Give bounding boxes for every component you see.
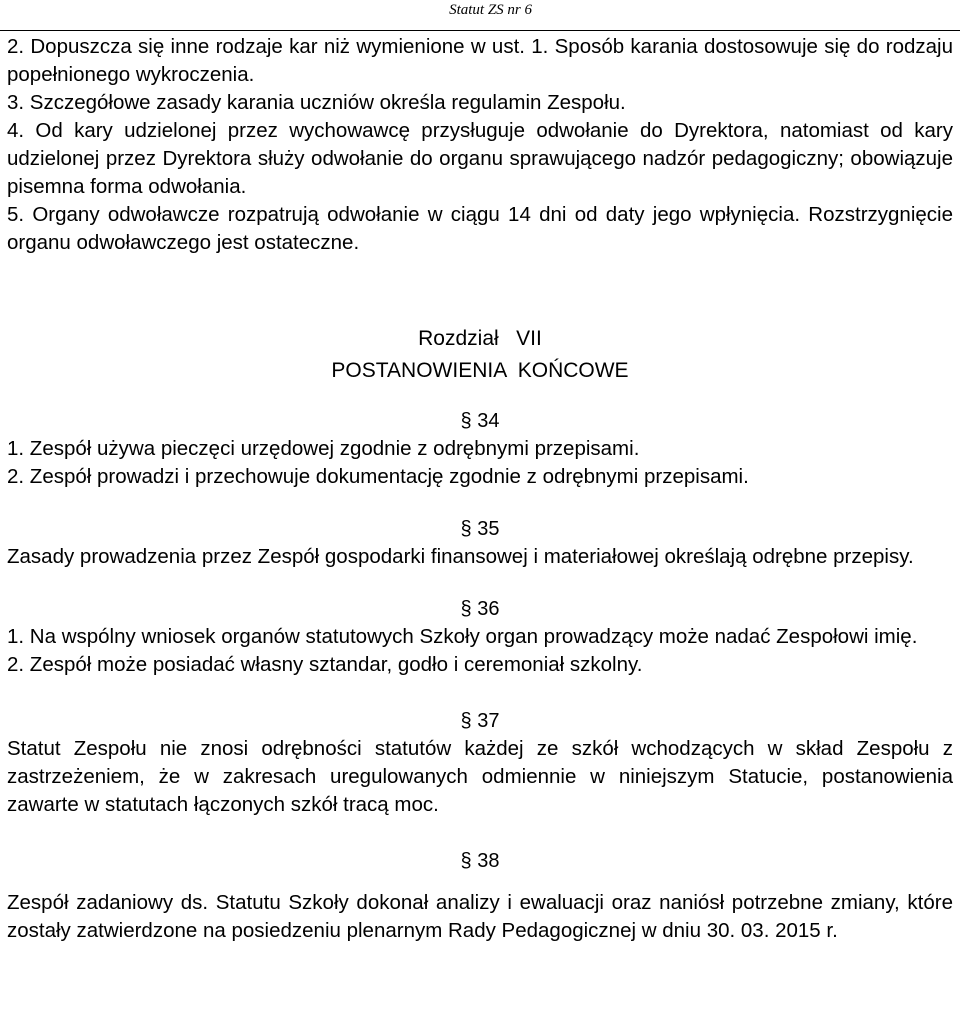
running-header: Statut ZS nr 6: [449, 2, 532, 18]
paragraph-4: 4. Od kary udzielonej przez wychowawcę przysługuje odwołanie do Dyrektora, natomiast od kary udzielonej przez Dyrektora służy odwołanie do organu sprawującego nadzór pedagogiczny; obowiązuje pisemna forma odwołania.: [7, 119, 953, 198]
paragraph-5: 5. Organy odwoławcze rozpatrują odwołanie w ciągu 14 dni od daty jego wpłynięcia. Rozstrzygnięcie organu odwoławczego jest ostateczne.: [7, 203, 953, 254]
section-34-item-2: 2. Zespół prowadzi i przechowuje dokumentację zgodnie z odrębnymi przepisami.: [7, 465, 749, 488]
header-rule: [0, 30, 960, 31]
section-36-item-1: 1. Na wspólny wniosek organów statutowych Szkoły organ prowadzący może nadać Zespołowi imię.: [7, 625, 918, 648]
section-34-heading: § 34: [460, 410, 500, 432]
section-36-heading: § 36: [460, 598, 500, 620]
chapter-heading: [7, 323, 953, 387]
section-37-heading: § 37: [460, 710, 500, 732]
chapter-number: Rozdział VII: [418, 327, 542, 350]
document-body: [7, 33, 953, 945]
chapter-title: POSTANOWIENIA KOŃCOWE: [331, 359, 629, 382]
section-37-item-1: Statut Zespołu nie znosi odrębności statutów każdej ze szkół wchodzących w skład Zespołu z zastrzeżeniem, że w zakresach uregulowanych odmiennie w niniejszym Statucie, postanowienia zawarte w statutach łączonych szkół tracą moc.: [7, 737, 953, 816]
section-38-heading: § 38: [460, 850, 500, 872]
paragraph-2: 2. Dopuszcza się inne rodzaje kar niż wymienione w ust. 1. Sposób karania dostosowuje się do rodzaju popełnionego wykroczenia.: [7, 35, 953, 86]
section-36-item-2: 2. Zespół może posiadać własny sztandar, godło i ceremoniał szkolny.: [7, 653, 643, 676]
paragraph-3: 3. Szczegółowe zasady karania uczniów określa regulamin Zespołu.: [7, 91, 626, 114]
section-34-item-1: 1. Zespół używa pieczęci urzędowej zgodnie z odrębnymi przepisami.: [7, 437, 640, 460]
section-35-item-1: Zasady prowadzenia przez Zespół gospodarki finansowej i materiałowej określają odrębne przepisy.: [7, 545, 914, 568]
section-35-heading: § 35: [460, 518, 500, 540]
section-38-item-1: Zespół zadaniowy ds. Statutu Szkoły dokonał analizy i ewaluacji oraz naniósł potrzebne zmiany, które zostały zatwierdzone na posiedzeniu plenarnym Rady Pedagogicznej w dniu 30. 03. 2015 r.: [7, 891, 953, 942]
